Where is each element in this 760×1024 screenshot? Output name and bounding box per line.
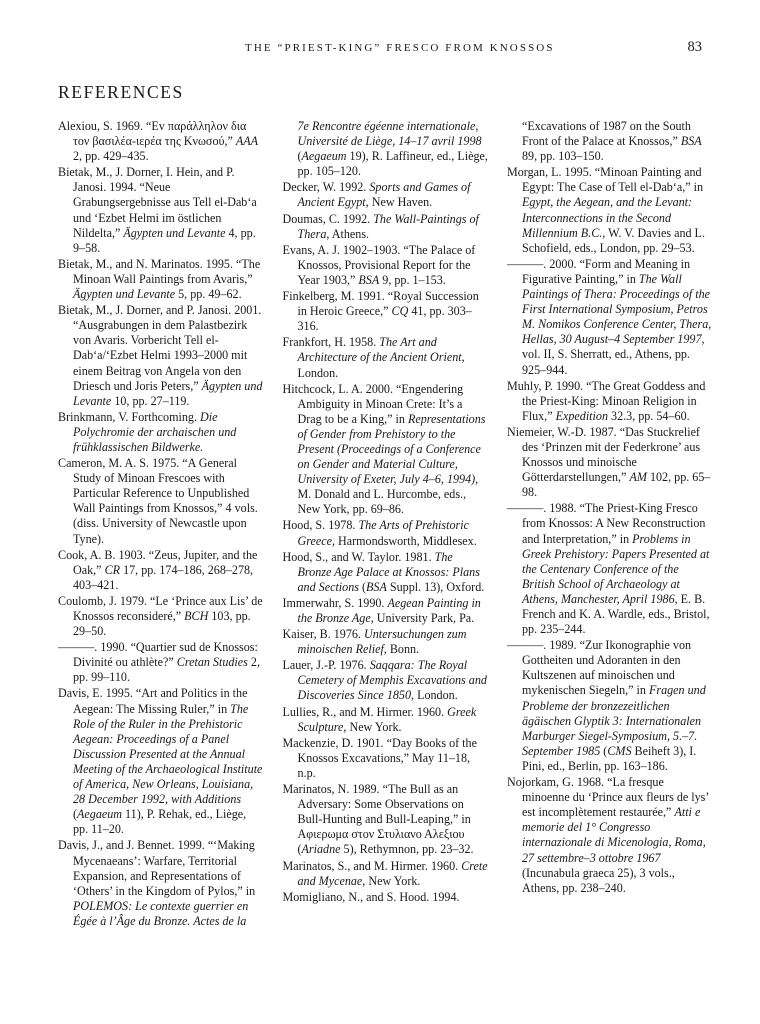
reference-italic-text: The Arts of Prehistoric Greece, xyxy=(297,518,469,548)
reference-italic-text: BCH xyxy=(184,609,209,623)
reference-entry xyxy=(58,640,264,685)
reference-italic-text: Die Polychromie der archaischen und frühklassischen Bildwerke. xyxy=(73,409,237,454)
reference-entry xyxy=(58,456,264,547)
reference-text: Bietak, M., J. Dorner, and P. Janosi. 2001. “Ausgrabungen in dem Palastbezirk von Avaris. Vorbericht Tell el-Dab‘a/‘Ezbet Helmi 1993–2000 mit einem Beitrag von Angela von den Driesch und Joris Peters,” xyxy=(58,303,262,393)
reference-text: (Incunabula graeca 25), 3 vols., Athens, pp. 238–240. xyxy=(522,865,675,895)
reference-text: ———. 1990. “Quartier sud de Knossos: Divinité ou athlète?” xyxy=(58,640,258,670)
reference-text: Brinkmann, V. Forthcoming. xyxy=(58,409,200,424)
reference-italic-text: Cretan Studies xyxy=(176,655,248,670)
reference-entry xyxy=(58,257,264,302)
running-head xyxy=(245,39,702,62)
reference-entry-continued xyxy=(283,119,489,179)
reference-entry xyxy=(58,303,264,409)
running-title: THE “PRIEST-KING” FRESCO FROM KNOSSOS xyxy=(245,42,555,54)
reference-italic-text: The Wall-Paintings of Thera, xyxy=(297,211,479,241)
reference-column-3 xyxy=(507,119,713,930)
reference-italic-text: BSA xyxy=(680,134,702,149)
reference-entry xyxy=(283,596,489,626)
reference-entry xyxy=(507,775,713,896)
reference-text: “Excavations of 1987 on the South Front of the Palace at Knossos,” xyxy=(522,119,691,149)
reference-italic-text: Crete and Mycenae, xyxy=(297,858,488,888)
reference-entry xyxy=(58,686,264,837)
reference-entry xyxy=(283,627,489,657)
reference-italic-text: CMS xyxy=(607,743,632,758)
reference-text: Muhly, P. 1990. “The Great Goddess and the Priest-King: Minoan Religion in Flux,” xyxy=(507,378,706,423)
reference-text: 9, pp. 1–153. xyxy=(379,272,446,287)
reference-entry xyxy=(507,165,713,256)
reference-text: New York. xyxy=(365,873,421,888)
reference-text: Suppl. 13), Oxford. xyxy=(386,579,485,594)
reference-text: Frankfort, H. 1958. xyxy=(282,335,380,350)
reference-text: 103, pp. 29–50. xyxy=(73,609,251,639)
reference-entry xyxy=(58,838,264,929)
reference-text: Immerwahr, S. 1990. xyxy=(282,595,388,610)
reference-text: 102, pp. 65–98. xyxy=(522,470,711,500)
reference-italic-text: The Bronze Age Palace at Knossos: Plans and Sections xyxy=(297,549,480,594)
reference-text: 11), P. Rehak, ed., Liège, pp. 11–20. xyxy=(73,807,247,837)
reference-text: Bonn. xyxy=(386,642,420,657)
reference-text: M. Donald and L. Hurcombe, eds., New York, pp. 69–86. xyxy=(297,487,467,517)
reference-italic-text: The Wall Paintings of Thera: Proceedings of the First International Symposium, Petros M. Nomikos Conference Center, Thera, Hellas, 30 August–4 September 1997, xyxy=(522,271,712,347)
reference-italic-text: Ägypten und Levante xyxy=(123,225,226,240)
reference-text: Beiheft 3), I. Pini, ed., Berlin, pp. 163–186. xyxy=(522,743,697,773)
reference-entry xyxy=(283,289,489,334)
reference-entry xyxy=(58,594,264,639)
reference-entry xyxy=(507,379,713,424)
reference-text: ———. 2000. “Form and Meaning in Figurative Painting,” in xyxy=(507,256,691,286)
reference-italic-text: The Art and Architecture of the Ancient Orient, xyxy=(297,335,465,365)
reference-italic-text: BSA xyxy=(358,272,380,287)
reference-entry xyxy=(507,425,713,500)
reference-entry xyxy=(283,550,489,595)
reference-text: London. xyxy=(414,688,458,703)
references-columns xyxy=(58,119,713,930)
reference-column-1 xyxy=(58,119,264,930)
reference-text: 4, pp. 9–58. xyxy=(73,225,256,255)
reference-entry xyxy=(283,243,489,288)
reference-text: Nojorkam, G. 1968. “La fresque minoenne du ‘Prince aux fleurs de lys’ est incomplètement restaurée,” xyxy=(507,775,709,820)
reference-italic-text: POLEMOS: Le contexte guerrier en Égée à l’Âge du Bronze. Actes de la xyxy=(73,898,249,928)
reference-italic-text: Representations of Gender from Prehistory to the Present (Proceedings of a Conference on Gender and Material Culture, University of Exeter, July 4–6, 1994), xyxy=(297,411,486,487)
reference-text: ———. 1989. “Zur Ikonographie von Gottheiten und Adoranten in den Kultszenen auf minoischen und mykenischen Siegeln,” in xyxy=(507,638,692,698)
reference-text: ( xyxy=(73,807,78,822)
reference-text: ———. 1988. “The Priest-King Fresco from Knossos: A New Reconstruction and Interpretation,” in xyxy=(507,501,706,546)
reference-italic-text: CQ xyxy=(391,304,409,319)
reference-text: Cook, A. B. 1903. “Zeus, Jupiter, and the Oak,” xyxy=(58,547,258,577)
reference-text: Marinatos, S., and M. Hirmer. 1960. xyxy=(282,858,462,873)
reference-italic-text: Sports and Games of Ancient Egypt, xyxy=(297,180,471,210)
reference-entry xyxy=(507,638,713,774)
reference-entry xyxy=(283,212,489,242)
reference-italic-text: Egypt, the Aegean, and the Levant: Interconnections in the Second Millennium B.C., xyxy=(522,195,693,240)
reference-italic-text: BSA xyxy=(366,579,387,594)
reference-text: Mackenzie, D. 1901. “Day Books of the Knossos Excavations,” May 11–18, n.p. xyxy=(282,735,477,780)
reference-italic-text: AM xyxy=(629,470,647,485)
reference-entry-continued xyxy=(507,119,713,164)
reference-text: Doumas, C. 1992. xyxy=(282,211,374,226)
reference-italic-text: Saqqara: The Royal Cemetery of Memphis Excavations and Discoveries Since 1850, xyxy=(297,658,487,703)
reference-entry xyxy=(507,257,713,378)
reference-text: Hood, S., and W. Taylor. 1981. xyxy=(282,549,435,564)
reference-italic-text: Ägypten und Levante xyxy=(73,287,176,302)
reference-text: W. V. Davies and L. Schofield, eds., London, pp. 29–53. xyxy=(522,225,705,255)
reference-italic-text: Fragen und Probleme der bronzezeitlichen ägäischen Glyptik 3: Internationalen Marburger Siegel-Symposium, 5.–7. September 1985 xyxy=(522,683,706,758)
reference-italic-text: Ariadne xyxy=(301,842,341,857)
reference-text: E. B. French and K. A. Wardle, eds., Bristol, pp. 235–244. xyxy=(522,591,710,637)
reference-text: ( xyxy=(600,743,608,758)
reference-text: 2, pp. 99–110. xyxy=(73,655,260,685)
reference-entry xyxy=(58,410,264,455)
reference-text: vol. II, S. Sherratt, ed., Athens, pp. 925–944. xyxy=(522,347,690,377)
reference-entry xyxy=(283,859,489,889)
reference-text: ( xyxy=(297,149,302,164)
reference-text: ( xyxy=(358,579,367,594)
reference-text: Lauer, J.-P. 1976. xyxy=(282,658,370,673)
reference-italic-text: Atti e memorie del 1° Congresso internazionale di Micenologia, Roma, 27 settembre–3 ottobre 1967 xyxy=(522,805,706,865)
reference-text: Hitchcock, L. A. 2000. “Engendering Ambiguity in Minoan Crete: It’s a Drag to be a King,” in xyxy=(282,381,464,426)
reference-text: 41, pp. 303–316. xyxy=(297,304,472,334)
reference-italic-text: AAA xyxy=(235,134,259,149)
reference-italic-text: Aegaeum xyxy=(77,807,123,822)
reference-text: 32.3, pp. 54–60. xyxy=(608,408,690,423)
reference-entry xyxy=(58,548,264,593)
reference-entry xyxy=(283,180,489,210)
reference-entry xyxy=(283,890,489,905)
reference-text: Morgan, L. 1995. “Minoan Painting and Egypt: The Case of Tell el-Dab‘a,” in xyxy=(507,165,704,195)
reference-text: Bietak, M., J. Dorner, I. Hein, and P. Janosi. 1994. “Neue Grabungsergebnisse aus Tell el-Dab‘a und ‘Ezbet Helmi im östlichen Nildelta,” xyxy=(58,165,257,240)
reference-entry xyxy=(283,382,489,518)
reference-text: 5, pp. 49–62. xyxy=(175,287,242,302)
reference-text: Momigliano, N., and S. Hood. 1994. xyxy=(282,889,460,904)
reference-text: 5), Rethymnon, pp. 23–32. xyxy=(340,842,474,857)
reference-italic-text: Ägypten und Levante xyxy=(73,378,263,408)
reference-entry xyxy=(507,501,713,637)
reference-entry xyxy=(283,335,489,380)
reference-entry xyxy=(283,782,489,857)
reference-text: Coulomb, J. 1979. “Le ‘Prince aux Lis’ de Knossos reconsideré,” xyxy=(58,593,263,623)
reference-text: 89, pp. 103–150. xyxy=(522,149,604,164)
reference-text: Hood, S. 1978. xyxy=(282,518,359,533)
page-number: 83 xyxy=(687,39,702,55)
reference-text: Bietak, M., and N. Marinatos. 1995. “The Minoan Wall Paintings from Avaris,” xyxy=(58,256,261,286)
reference-text: New York. xyxy=(346,719,402,734)
reference-entry xyxy=(283,518,489,548)
reference-column-2 xyxy=(283,119,489,930)
reference-entry xyxy=(283,705,489,735)
reference-text: Davis, E. 1995. “Art and Politics in the Aegean: The Missing Ruler,” in xyxy=(58,686,248,716)
reference-italic-text: Aegean Painting in the Bronze Age, xyxy=(297,595,481,625)
reference-italic-text: Aegaeum xyxy=(301,149,347,164)
reference-text: 10, pp. 27–119. xyxy=(111,393,190,408)
reference-text: 17, pp. 174–186, 268–278, 403–421. xyxy=(73,562,254,592)
section-heading: REFERENCES xyxy=(58,82,184,102)
reference-text: Decker, W. 1992. xyxy=(282,180,370,195)
reference-italic-text: Untersuchungen zum minoischen Relief, xyxy=(297,627,467,657)
reference-entry xyxy=(58,165,264,256)
reference-text: Finkelberg, M. 1991. “Royal Succession in Heroic Greece,” xyxy=(282,289,479,319)
reference-text: University Park, Pa. xyxy=(373,611,475,625)
reference-text: Kaiser, B. 1976. xyxy=(282,627,364,642)
reference-text: Marinatos, N. 1989. “The Bull as an Adversary: Some Observations on Bull-Hunting and Bull-Leaping,” in Αφιερωμα στον Στυλιανο Αλεξιου ( xyxy=(282,782,471,857)
reference-text: Evans, A. J. 1902–1903. “The Palace of Knossos, Provisional Report for the Year 1903,” xyxy=(282,242,476,287)
reference-text: 19), R. Laffineur, ed., Liège, pp. 105–120. xyxy=(297,149,488,179)
reference-text: Cameron, M. A. S. 1975. “A General Study of Minoan Frescoes with Particular Reference to Unpublished Wall Paintings from Knossos,” 4 vols. (diss. University of Newcastle upon Tyne). xyxy=(58,456,258,546)
reference-italic-text: Problems in Greek Prehistory: Papers Presented at the Centenary Conference of the British School of Archaeology at Athens, Manchester, April 1986, xyxy=(522,531,710,606)
reference-text: Alexiou, S. 1969. “Ev παράλληλον δια τον βασιλέα-ιερέα της Κνωσού,” xyxy=(58,119,247,149)
reference-italic-text: The Role of the Ruler in the Prehistoric Aegean: Proceedings of a Panel Discussion Presented at the Annual Meeting of the Archaeological Institute of America, New Orleans, Louisiana, 28 December 1992, with Additions xyxy=(73,701,263,807)
reference-italic-text: 7e Rencontre égéenne internationale, Université de Liège, 14–17 avril 1998 xyxy=(297,119,482,149)
reference-italic-text: Greek Sculpture, xyxy=(297,704,477,734)
reference-entry xyxy=(283,658,489,703)
reference-entry xyxy=(283,736,489,781)
reference-italic-text: Expedition xyxy=(555,408,608,423)
reference-text: Athens. xyxy=(329,226,370,241)
reference-entry xyxy=(58,119,264,164)
reference-text: Harmondsworth, Middlesex. xyxy=(335,533,477,548)
reference-text: Davis, J., and J. Bennet. 1999. “‘Making Mycenaeans’: Warfare, Territorial Expansion, and Representations of ‘Others’ in the Kingdom of Pylos,” in xyxy=(58,838,256,898)
reference-italic-text: CR xyxy=(104,562,121,577)
reference-text: Niemeier, W.-D. 1987. “Das Stuckrelief des ‘Prinzen mit der Federkrone’ aus Knossos und minoische Götterdarstellungen,” xyxy=(507,424,701,485)
reference-text: New Haven. xyxy=(368,195,433,210)
reference-text: Lullies, R., and M. Hirmer. 1960. xyxy=(282,704,448,719)
reference-text: 2, pp. 429–435. xyxy=(73,149,149,164)
reference-text: London. xyxy=(297,365,339,380)
